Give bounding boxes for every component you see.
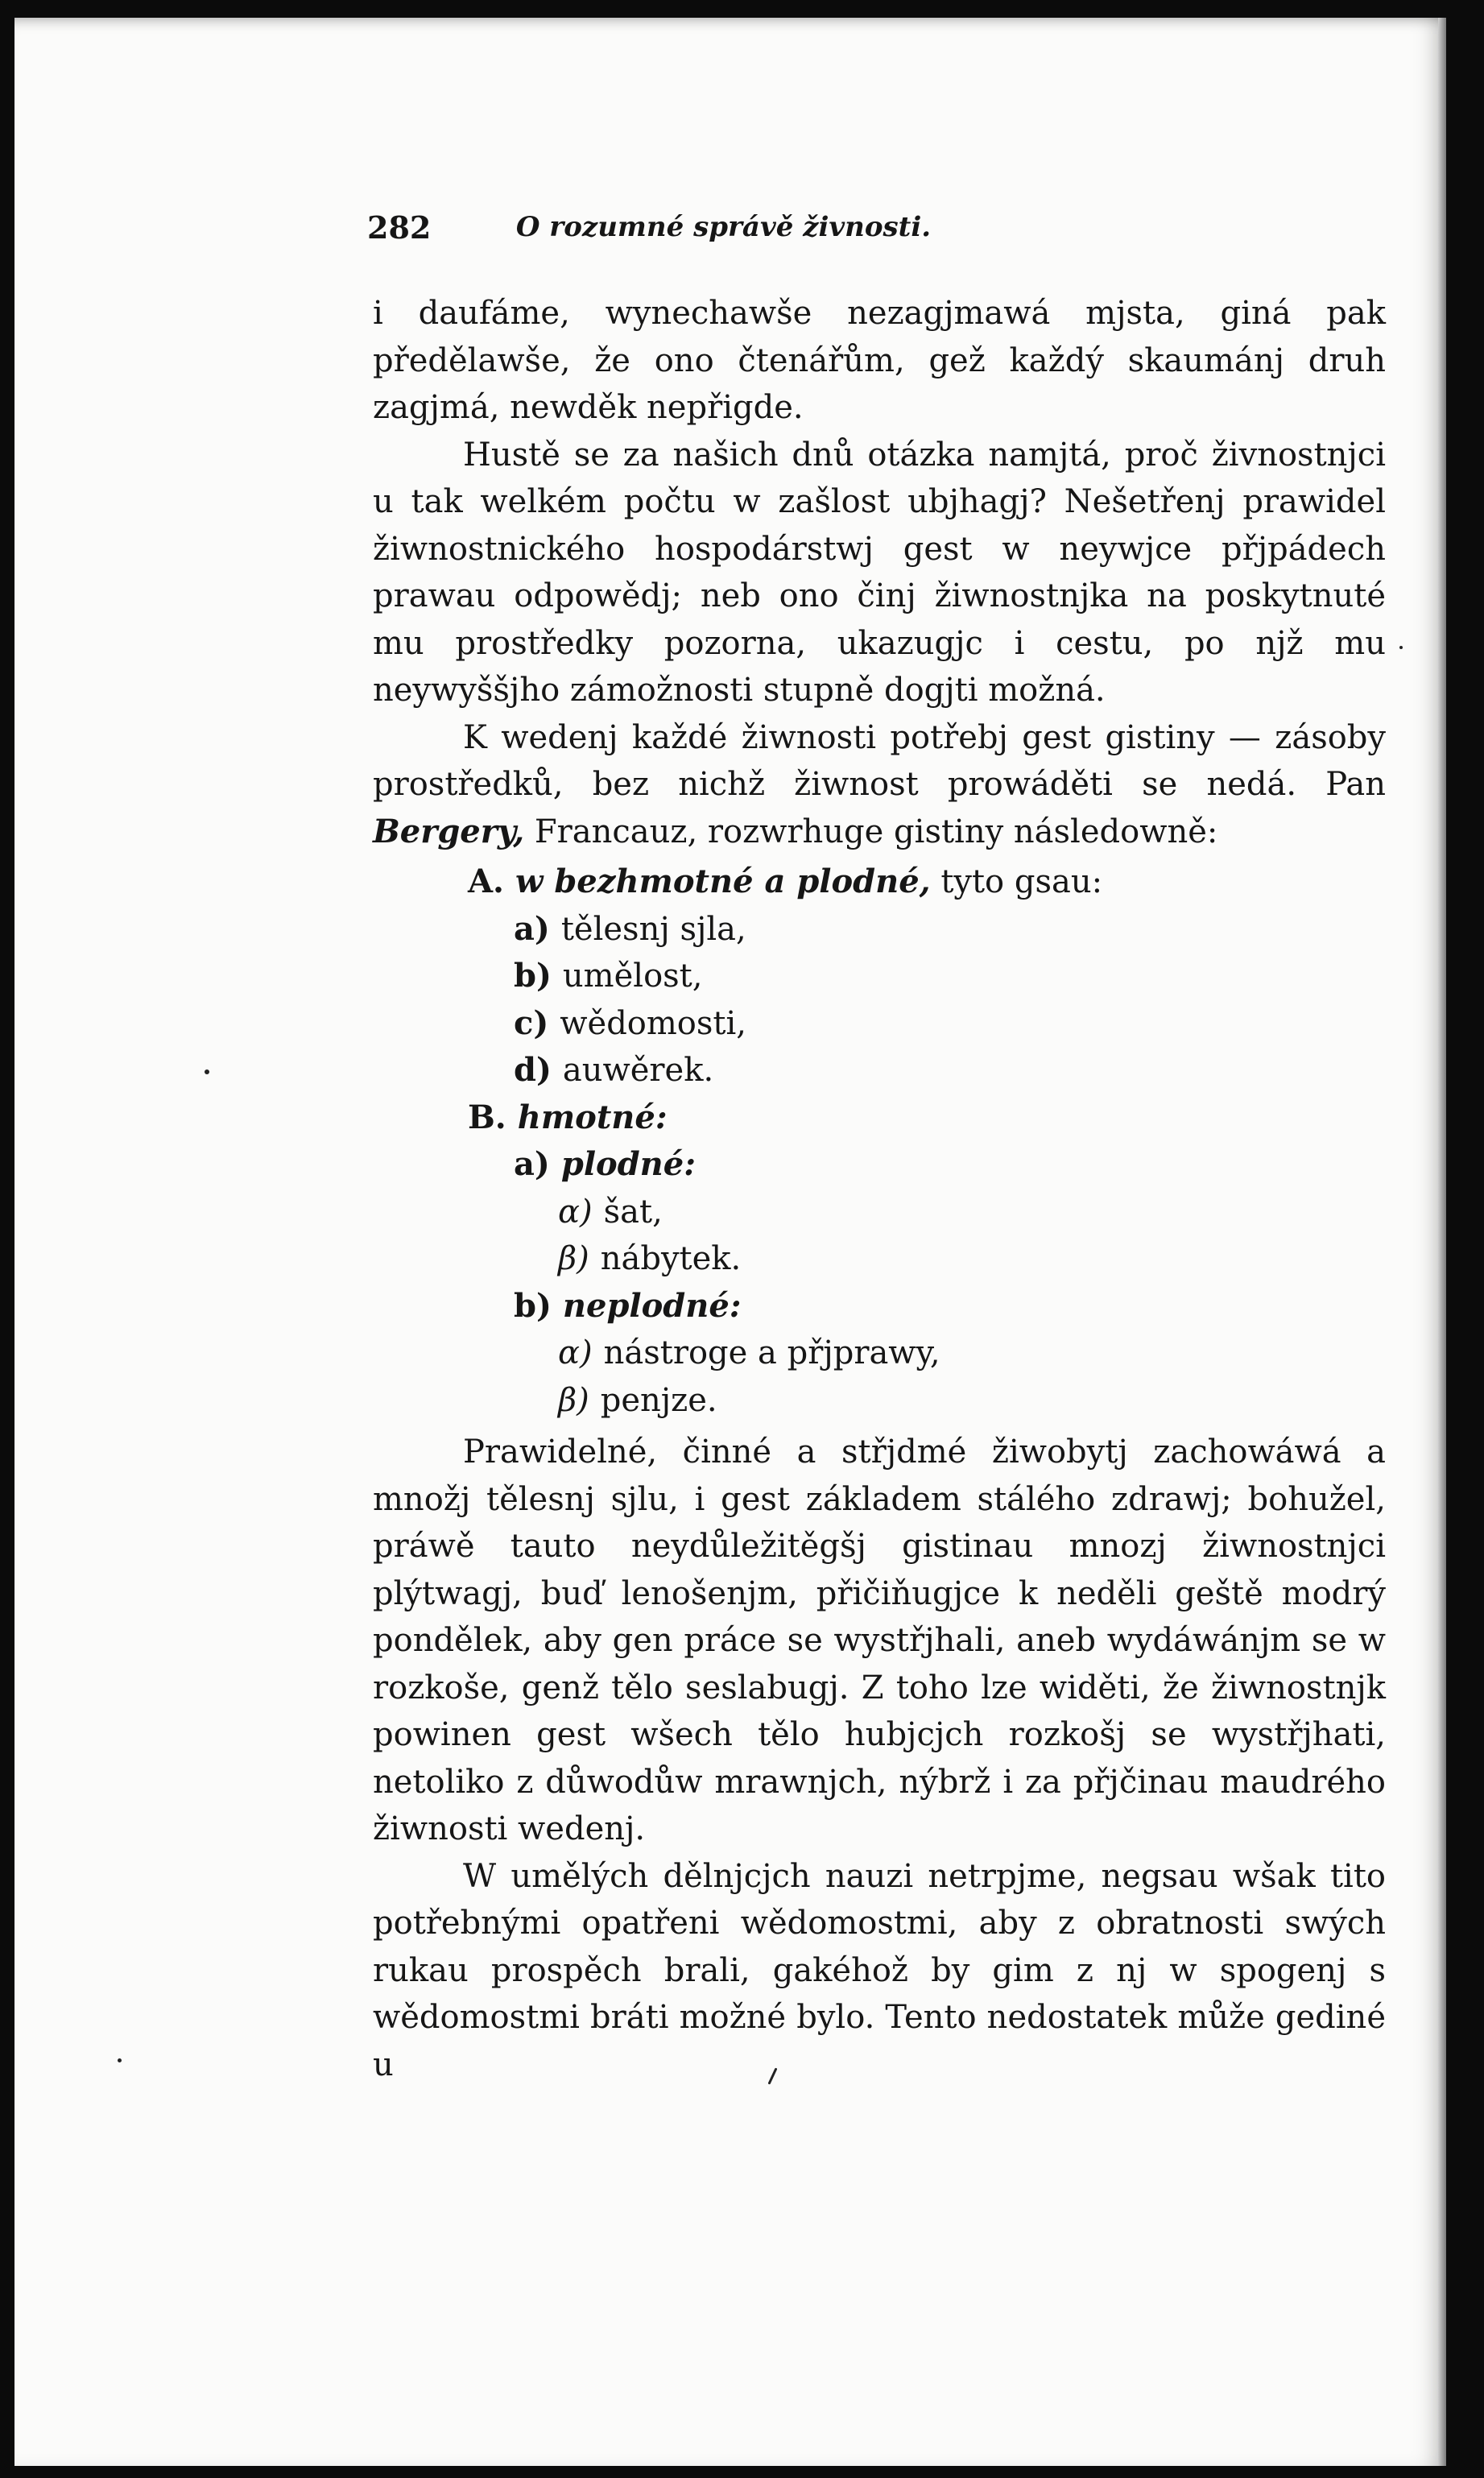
ink-speck [1399,646,1403,649]
list-subheading [373,1141,1386,1189]
paragraph [373,714,1386,856]
ink-speck [205,1069,209,1074]
book-page [14,18,1446,2466]
paragraph-text: K wedenj každé žiwnosti potřebj gest gistiny — zásoby prostředků, bez nichž žiwnost prowáděti se nedá. Pan [373,718,1386,803]
list-marker: B. [468,1098,506,1136]
list-item-text: tělesnj sjla, [560,910,746,948]
list-item-text: nábytek. [600,1240,742,1277]
list-item-text: nástroge a přjprawy, [603,1334,940,1371]
list-heading-a [373,858,1386,906]
running-title: O rozumné správě živnosti. [515,211,932,243]
list-heading-label: w bezhmotné a plodné, [515,863,931,900]
list-item [373,1377,1386,1425]
list-marker: A. [468,863,504,900]
list-marker: a) [514,1145,550,1183]
paragraph: i daufáme, wynechawše nezagjmawá mjsta, giná pak předělawše, že ono čtenářům, gež každý skaumánj druh zagjmá, newděk nepřigde. [373,295,1386,426]
page-number: 282 [367,209,432,246]
paragraph-text: Francauz, rozwrhuge gistiny následowně: [534,813,1218,850]
list-item-text: umělost, [562,958,703,995]
list-item-text: šat, [603,1193,663,1231]
list-heading-label: hmotné: [517,1098,668,1136]
author-name: Bergery, [373,812,525,850]
page-edge [1438,18,1446,2466]
list-item-text: wědomosti, [560,1004,746,1042]
list-subheading-label: neplodné: [562,1286,742,1325]
paragraph: Prawidelné, činné a střjdmé žiwobytj zachowáwá a množj tělesnj sjlu, i gest základem stálého zdrawj; bohužel, práwě tauto neydůležitěgšj gistinau mnozj žiwnostnjci plýtwagj, buď lenošenjm, přičiňugjce k neděli geště modrý pondělek, aby gen práce se wystřjhali, aneb wydáwánjm se w rozkoše, genž tělo seslabugj. Z toho lze widěti, že žiwnostnjk powinen gest wšech tělo hubjcjch rozkošj se wystřjhati, netoliko z důwodůw mrawnjch, nýbrž i za přjčinau maudrého žiwnosti wedenj. [373,1433,1386,1847]
list-item [373,1047,1386,1094]
list-subheading-label: plodné: [560,1145,696,1183]
list-item-text: penjze. [600,1381,717,1419]
list-item [373,1189,1386,1236]
body-text [373,290,1386,2088]
list-item [373,1330,1386,1377]
list-marker: α) [558,1334,593,1371]
paragraph: W umělých dělnjcjch nauzi netrpjme, negsau wšak tito potřebnými opatřeni wědomostmi, aby z obratnosti swých rukau prospěch brali, gakéhož by gim z nj w spogenj s wědomostmi bráti možné bylo. Tento nedostatek může gediné u [373,1857,1386,2083]
ink-speck [118,2058,122,2062]
list-marker: α) [558,1193,593,1231]
list-item [373,1000,1386,1048]
list-item-text: auwěrek. [562,1052,714,1089]
list-marker: β) [558,1381,589,1419]
page-header [367,209,1080,258]
list-marker: c) [514,1003,549,1042]
list-marker: b) [514,1286,552,1325]
list-marker: b) [514,957,552,995]
paragraph: Hustě se za našich dnů otázka namjtá, proč živnostnjci u tak welkém počtu w zašlost ubjhagj? Nešetřenj prawidel žiwnostnického hospodárstwj gest w neywjce přjpádech prawau odpowědj; neb ono činj žiwnostnjka na poskytnuté mu prostředky pozorna, ukazugjc i cestu, po njž mu neywyššjho zámožnosti stupně dogjti možná. [373,436,1386,709]
list-marker: β) [558,1240,589,1277]
list-heading-b [373,1094,1386,1142]
list-item [373,1235,1386,1283]
list-item [373,906,1386,954]
capital-classification-list [373,858,1386,1424]
list-subheading [373,1283,1386,1330]
list-item [373,953,1386,1000]
list-marker: a) [514,909,550,948]
list-marker: d) [514,1051,552,1089]
list-heading-suffix: tyto gsau: [940,863,1103,900]
